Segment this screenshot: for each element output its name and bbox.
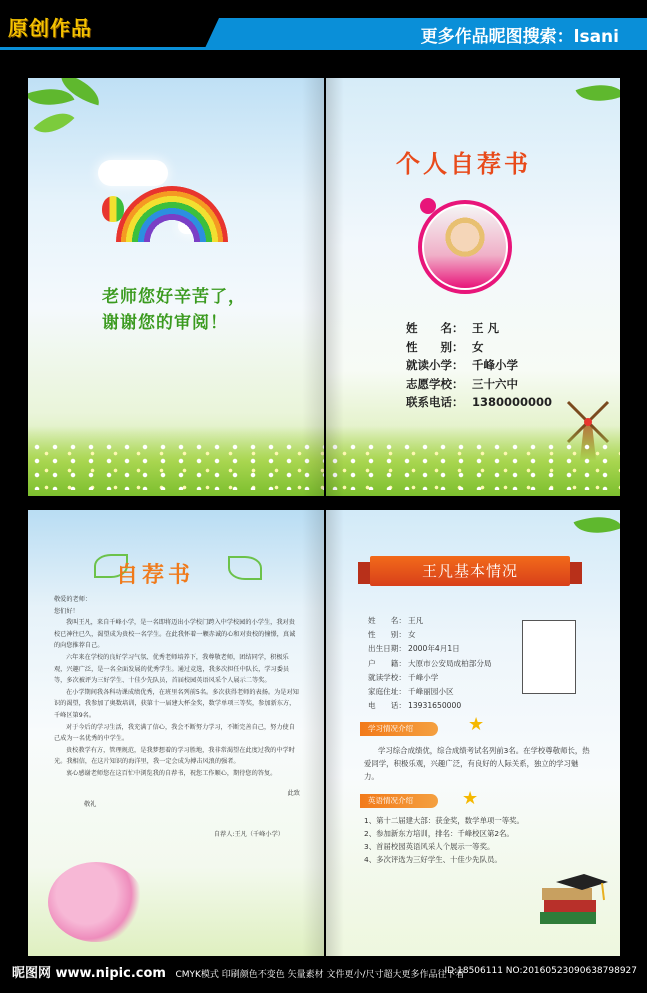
achievement-item: 4、多次评选为三好学生、十佳少先队员。 xyxy=(364,855,502,864)
star-icon: ★ xyxy=(462,788,479,809)
leaf-decoration xyxy=(576,78,620,111)
study-section-label: 学习情况介绍 xyxy=(360,722,438,736)
basic-row xyxy=(368,685,492,699)
letter-paragraph: 贵校教学有方，管理规范，是我梦想着的学习胜地，我非常渴望在此度过我的中学时光。我相信，在这片知识的海洋里，我一定会成为搏击风浪的强者。 xyxy=(54,746,295,766)
blossom-tree-illustration xyxy=(48,862,144,942)
flower-field xyxy=(28,440,324,490)
right-leaf-ornament xyxy=(228,556,262,580)
star-icon: ★ xyxy=(468,714,485,735)
thanks-line-1: 老师您好辛苦了， xyxy=(102,287,246,307)
study-description: 学习综合成绩优，综合成绩考试名列前3名。在学校尊敬师长，热爱同学，积极乐观，兴趣广泛，有良好的人际关系，独立的学习魅力。 xyxy=(364,746,590,781)
basic-value: 千峰丽园小区 xyxy=(408,687,454,697)
basic-info-list xyxy=(368,614,492,713)
basic-value: 千峰小学 xyxy=(408,672,439,682)
page-letter xyxy=(28,510,324,956)
letter-salute: 敬礼 xyxy=(84,801,97,809)
letter-closing: 此致 xyxy=(287,789,300,797)
achievement-item: 1、第十二届建大部：获金奖，数学单项一等奖。 xyxy=(364,816,524,825)
student-photo xyxy=(424,206,506,288)
info-value: 千峰小学 xyxy=(472,358,518,372)
info-value: 女 xyxy=(472,339,484,354)
thanks-line-2: 谢谢您的审阅！ xyxy=(102,313,228,333)
letter-paragraph: 六年来在学校的良好学习气氛、优秀老师培养下，我尊敬老师，团结同学，积极乐观，兴趣广泛，是一名全面发展的优秀学生。通过竞选，我多次担任中队长，学习委员等，多次被评为三好学生、十佳少先队员，首届校园英语风采个人展示二等奖。 xyxy=(54,653,290,685)
footer-id: ID:18506111 NO:20160523090638798927 xyxy=(444,966,637,976)
letter-title: 自荐书 xyxy=(116,563,195,588)
basic-label: 家庭住址： xyxy=(368,687,406,697)
letter-paragraph: 对于今后的学习生活，我充满了信心，我会不断努力学习，不断完善自己，努力使自己成为一名优秀的中学生。 xyxy=(54,723,295,743)
page-basic-info xyxy=(326,510,620,956)
info-row-school xyxy=(406,356,552,375)
basic-row xyxy=(368,642,492,656)
basic-label: 户 籍： xyxy=(368,658,406,668)
english-section-label: 英语情况介绍 xyxy=(360,794,438,808)
search-hint: 更多作品昵图搜索：lsani xyxy=(420,27,619,47)
basic-label: 电 话： xyxy=(368,701,406,711)
info-label: 姓 名： xyxy=(406,321,464,335)
leaf-decoration xyxy=(33,102,74,143)
basic-value: 王凡 xyxy=(408,616,424,625)
basic-label: 就读学校： xyxy=(368,672,406,682)
info-row-phone xyxy=(406,393,552,412)
info-row-gender xyxy=(406,338,552,357)
flower-field xyxy=(326,440,620,490)
info-label: 就读小学： xyxy=(406,358,464,372)
basic-row xyxy=(368,628,492,642)
section-banner: 王凡基本情况 xyxy=(370,556,570,586)
basic-row xyxy=(368,657,492,671)
basic-value: 2000年4月1日 xyxy=(408,644,460,654)
basic-value: 13931650000 xyxy=(408,701,462,711)
page-title: 个人自荐书 xyxy=(396,150,531,178)
basic-label: 出生日期： xyxy=(368,644,406,654)
basic-row xyxy=(368,671,492,685)
original-work-badge: 原创作品 xyxy=(8,16,92,40)
page-fold-shadow xyxy=(302,78,324,496)
page-fold-shadow xyxy=(326,510,344,956)
achievement-item: 2、参加新东方培训，排名：千峰校区第2名。 xyxy=(364,829,514,838)
page-cover-left xyxy=(28,78,324,496)
student-info-list xyxy=(406,319,552,412)
letter-paragraph: 在小学期间我各科功课成绩优秀，在班里名列前5名。多次获得老师的表扬。为是对知识的渴望，我参加了奥数培训，获第十一届建大杯金奖，数学单项三等奖，参加新东方，千峰区第9名。 xyxy=(54,688,299,719)
info-value: 三十六中 xyxy=(472,376,518,391)
basic-value: 大原市公安局成柏部分局 xyxy=(408,658,492,668)
cloud-shape xyxy=(98,160,168,186)
rainbow-illustration xyxy=(116,186,228,242)
letter-greeting: 敬爱的老师： xyxy=(54,596,92,603)
basic-label: 性 别： xyxy=(368,630,406,640)
photo-placeholder xyxy=(522,620,576,694)
english-achievements xyxy=(364,814,564,866)
thanks-message xyxy=(102,284,246,336)
info-label: 性 别： xyxy=(406,339,464,354)
info-row-name xyxy=(406,319,552,338)
balloon-illustration xyxy=(102,196,124,222)
info-value: 王 凡 xyxy=(472,321,500,335)
page-fold-shadow xyxy=(302,510,324,956)
letter-paragraph: 我叫王凡，来自千峰小学，是一名即将迈出小学校门跨入中学校园的小学生，我对贵校已神往已久，渴望成为贵校一名学生。在此我怀着一颗赤诚的心和对贵校的憧憬，真诚的向您推荐自己。 xyxy=(54,619,296,650)
footer-notes: CMYK模式 印刷颜色不变色 矢量素材 文件更小/尺寸超大更多作品往下看 xyxy=(175,970,465,980)
achievement-item: 3、首届校园英语风采人个展示一等奖。 xyxy=(364,842,495,851)
footer-info xyxy=(12,962,465,981)
basic-value: 女 xyxy=(408,630,416,640)
page-cover-right xyxy=(326,78,620,496)
info-label: 志愿学校： xyxy=(406,376,464,391)
basic-row xyxy=(368,699,492,713)
info-row-target xyxy=(406,375,552,394)
letter-hello: 您们好！ xyxy=(54,607,79,615)
pink-dot-decoration xyxy=(420,198,436,214)
page-fold-shadow xyxy=(326,78,344,496)
basic-label: 姓 名： xyxy=(368,616,406,625)
recommendation-letter xyxy=(54,594,300,840)
letter-paragraph: 衷心感谢老师您在这百忙中浏览我的自荐书，祝您工作顺心，期待您的答复。 xyxy=(66,769,277,777)
header-divider xyxy=(0,47,647,50)
info-label: 联系电话： xyxy=(406,395,464,409)
leaf-decoration xyxy=(574,510,620,543)
books-graduation-cap-illustration xyxy=(536,870,612,930)
basic-row xyxy=(368,614,492,628)
info-value: 1380000000 xyxy=(472,395,553,409)
letter-signature: 自荐人:王凡（千峰小学） xyxy=(213,830,284,838)
footer-site: 昵图网 www.nipic.com xyxy=(12,966,166,981)
